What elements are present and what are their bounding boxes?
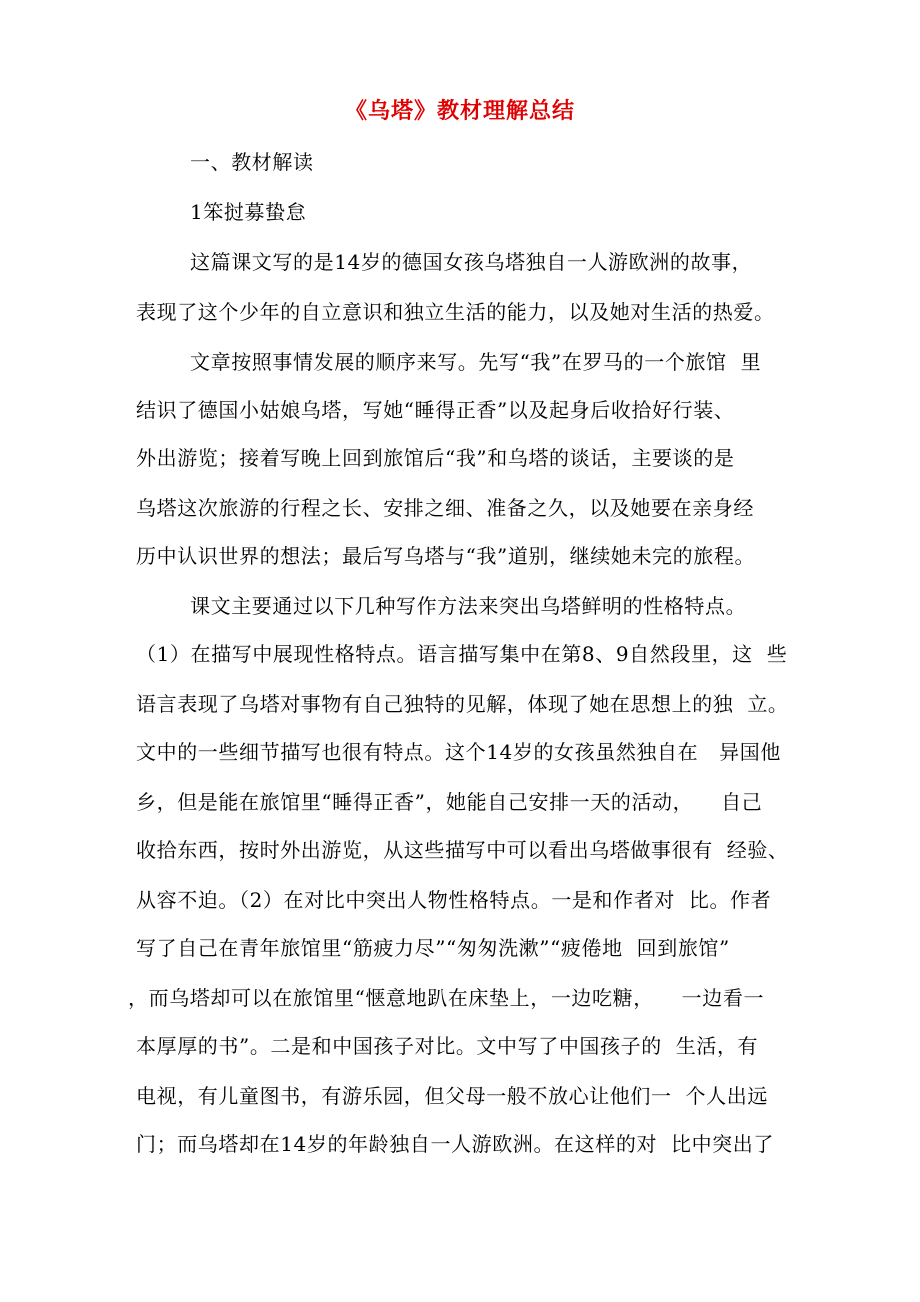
paragraph-line: 电视，有儿童图书，有游乐园，但父母一般不放心让他们一 个人出远 [136,1084,768,1108]
paragraph-line: 从容不迫。（2）在对比中突出人物性格特点。一是和作者对 比。作者 [136,888,772,912]
paragraph-line: 这篇课文写的是14岁的德国女孩乌塔独自一人游欧洲的故事， [190,250,753,274]
paragraph-line: 门；而乌塔却在14岁的年龄独自一人游欧洲。在这样的对 比中突出了 [136,1132,774,1156]
paragraph-line: 历中认识世界的想法；最后写乌塔与“我”道别，继续她未完的旅程。 [136,544,756,568]
paragraph-line: 语言表现了乌塔对事物有自己独特的见解，体现了她在思想上的独 立。 [136,692,789,716]
paragraph-line: ，而乌塔却可以在旅馆里“惬意地趴在床垫上，一边吃糖， 一边看一 [128,986,765,1010]
paragraph-line: 文中的一些细节描写也很有特点。这个14岁的女孩虽然独自在 异国他 [136,740,781,764]
paragraph-line: 写了自己在青年旅馆里“筋疲力尽”“匆匆洗漱”“疲倦地 回到旅馆” [136,936,730,960]
document-title: 《乌塔》教材理解总结 [344,98,575,124]
paragraph-line: 文章按照事情发展的顺序来写。先写“我”在罗马的一个旅馆 里 [190,350,762,374]
section-heading: 一、教材解读 [190,150,314,174]
paragraph-line: 表现了这个少年的自立意识和独立生活的能力，以及她对生活的热爱。 [136,300,775,324]
paragraph-line: 结识了德国小姑娘乌塔，写她“睡得正香”以及起身后收拾好行装、 [136,398,735,422]
paragraph-line: 本厚厚的书”。二是和中国孩子对比。文中写了中国孩子的 生活，有 [136,1034,759,1058]
subsection-heading: 1笨挝募蛰怠 [190,200,307,224]
paragraph-line: 外出游览；接着写晚上回到旅馆后“我”和乌塔的谈话，主要谈的是 [136,446,735,470]
paragraph-line: 课文主要通过以下几种写作方法来突出乌塔鲜明的性格特点。 [190,594,747,618]
paragraph-line: 乡，但是能在旅馆里“睡得正香”，她能自己安排一天的活动， 自己 [136,790,763,814]
paragraph-line: 乌塔这次旅游的行程之长、安排之细、准备之久，以及她要在亲身经 [136,496,754,520]
paragraph-line: 收拾东西，按时外出游览，从这些描写中可以看出乌塔做事很有 经验、 [136,838,789,862]
paragraph-line: （1）在描写中展现性格特点。语言描写集中在第8、9自然段里，这 些 [136,642,788,666]
